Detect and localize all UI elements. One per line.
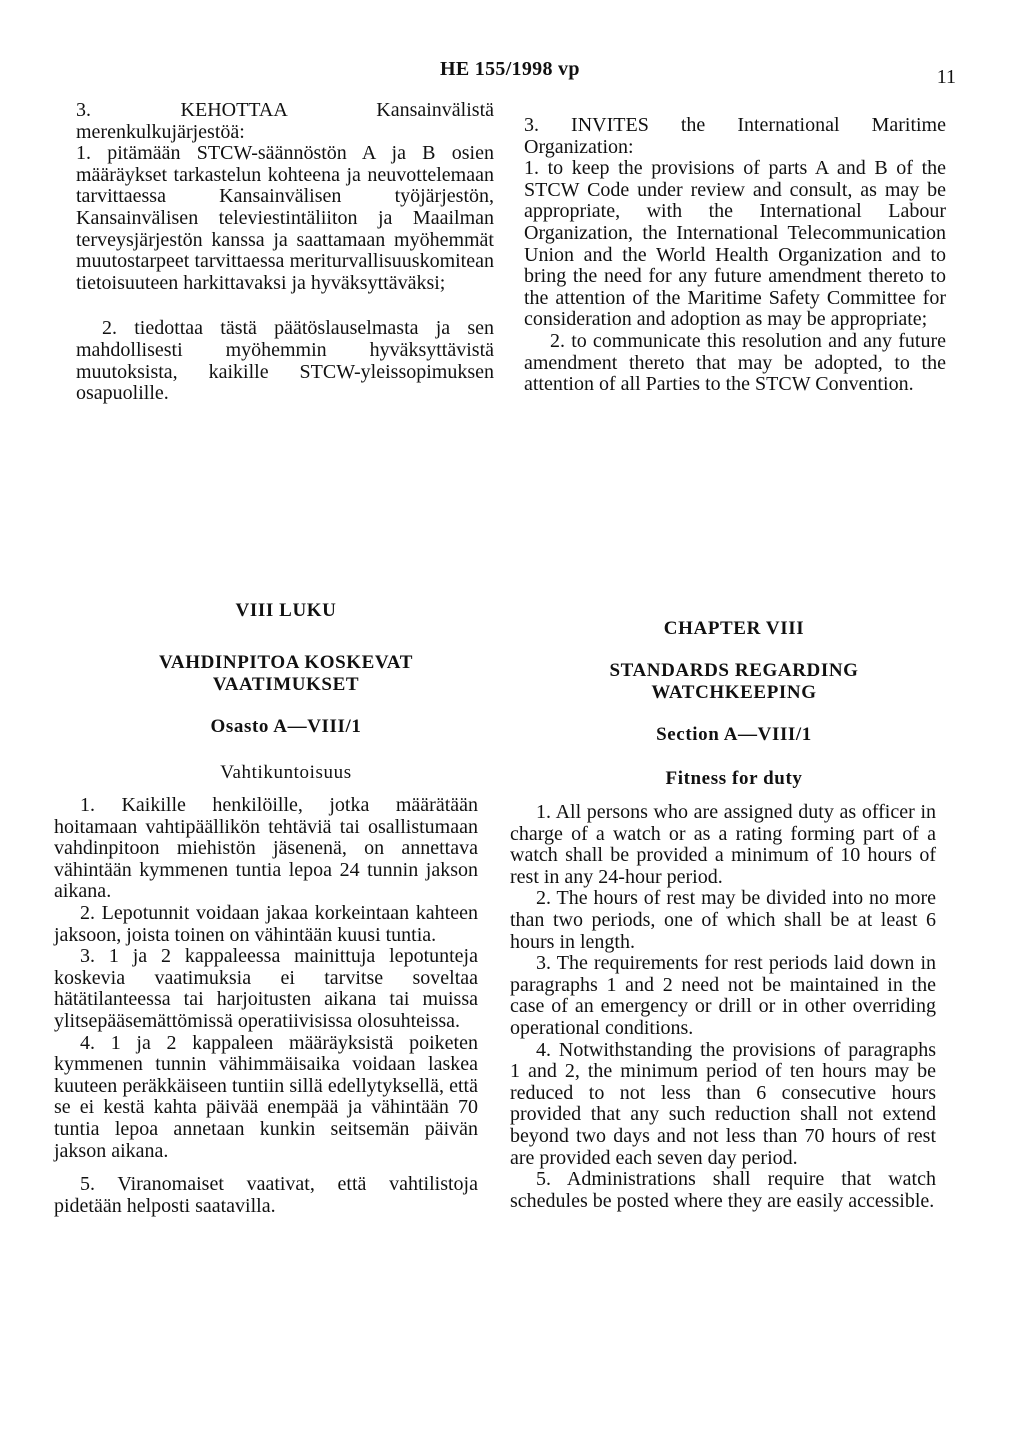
running-head: HE 155/1998 vp	[440, 58, 580, 80]
en-chapter-title-line2: WATCHKEEPING	[651, 682, 817, 703]
fi-item-1: 1. pitämään STCW-säännöstön A ja B osien määräykset tarkastelun kohteena ja neuvottelemaan tarvittaessa Kansainvälisen työjärjestön, Kansainvälisen televiestintäliiton ja Maailman terveysjärjestön kanssa ja saattamaan myöhemmät muutostarpeet tarvittaessa meriturvallisuuskomitean tietoisuuteen harkittavaksi ja hyväksyttäväksi;	[76, 142, 494, 294]
en-paragraph-4: 4. Notwithstanding the provisions of paragraphs 1 and 2, the minimum period of ten hours may be reduced to not less than 6 consecutive hours provided that any such reduction shall not extend beyond two days and not less than 70 hours of rest are provided each seven day period.	[510, 1038, 936, 1169]
fi-paragraph-4: 4. 1 ja 2 kappaleen määräyksistä poiketen kymmenen tunnin vähimmäisaika voidaan laskea kuuteen peräkkäiseen tuntiin sillä edellytyksellä, että se ei kestä kahta päivää enempää ja vähintään 70 tuntia lepoa annetaan kunkin seitsemän päivän jakson aikana.	[54, 1031, 478, 1162]
fi-paragraph-5: 5. Viranomaiset vaativat, että vahtilistoja pidetään helposti saatavilla.	[54, 1173, 478, 1217]
en-paragraph-2: 2. The hours of rest may be divided into no more than two periods, one of which shall be at least 6 hours in length.	[510, 887, 936, 953]
fi-invites-paragraph: 3. KEHOTTAA Kansainvälistä merenkulkujärjestöä:	[76, 99, 494, 143]
page-number: 11	[936, 66, 956, 88]
en-chapter-heading: CHAPTER VIII	[663, 618, 805, 639]
fi-chapter-title-line2: VAATIMUKSET	[212, 674, 360, 695]
en-item-1: 1. to keep the provisions of parts A and B of the STCW Code under review and consult, as may be appropriate, with the International Labour Organization, the International Telecommunication Union and the World Health Organization and to bring the need for any future amendment thereto to the attention of the Maritime Safety Committee for consideration and adoption as may be appropriate;	[524, 157, 946, 331]
page-header	[0, 58, 1024, 88]
fi-paragraph-2: 2. Lepotunnit voidaan jakaa korkeintaan kahteen jaksoon, joista toinen on vähintään kuusi tuntia.	[54, 901, 478, 946]
english-section-body	[510, 802, 936, 1212]
finnish-resolution-text	[76, 100, 494, 405]
fi-chapter-title-line1: VAHDINPITOA KOSKEVAT	[159, 652, 413, 673]
en-chapter-title-line1: STANDARDS REGARDING	[609, 660, 859, 681]
english-resolution-text	[524, 115, 946, 396]
en-paragraph-3: 3. The requirements for rest periods laid down in paragraphs 1 and 2 need not be maintained in the case of an emergency or drill or in other overriding operational conditions.	[510, 952, 936, 1039]
en-item-2: 2. to communicate this resolution and any future amendment thereto that may be adopted, to the attention of all Parties to the STCW Convention.	[524, 329, 946, 396]
fi-section-subtitle: Vahtikuntoisuus	[220, 762, 352, 783]
en-section-heading: Section A—VIII/1	[656, 724, 812, 745]
fi-paragraph-1: 1. Kaikille henkilöille, jotka määrätään hoitamaan vahtipäällikön tehtäviä tai osallistumaan vahdinpitoon miehistön jäsenenä, on annettava vähintään kymmenen tuntia lepoa 24 tunnin jakson aikana.	[54, 794, 478, 903]
fi-section-heading: Osasto A—VIII/1	[210, 716, 362, 737]
fi-item-2: 2. tiedottaa tästä päätöslauselmasta ja sen mahdollisesti myöhemmin hyväksyttävistä muutoksista, kaikille STCW-yleissopimuksen osapuolille.	[76, 317, 494, 405]
fi-paragraph-3: 3. 1 ja 2 kappaleessa mainittuja lepotunteja koskevia vaatimuksia ei tarvitse soveltaa hätätilanteessa tai harjoitusten aikana tai muissa ylitsepääsemättömissä operatiivisissa olosuhteissa.	[54, 945, 478, 1032]
fi-chapter-heading: VIII LUKU	[235, 600, 337, 621]
finnish-section-body	[54, 795, 478, 1217]
en-paragraph-5: 5. Administrations shall require that watch schedules be posted where they are easily accessible.	[510, 1168, 936, 1212]
en-paragraph-1: 1. All persons who are assigned duty as officer in charge of a watch or as a rating forming part of a watch shall be provided a minimum of 10 hours of rest in any 24-hour period.	[510, 801, 936, 888]
en-invites-paragraph: 3. INVITES the International Maritime Organization:	[524, 114, 946, 158]
en-section-subtitle: Fitness for duty	[665, 768, 803, 789]
